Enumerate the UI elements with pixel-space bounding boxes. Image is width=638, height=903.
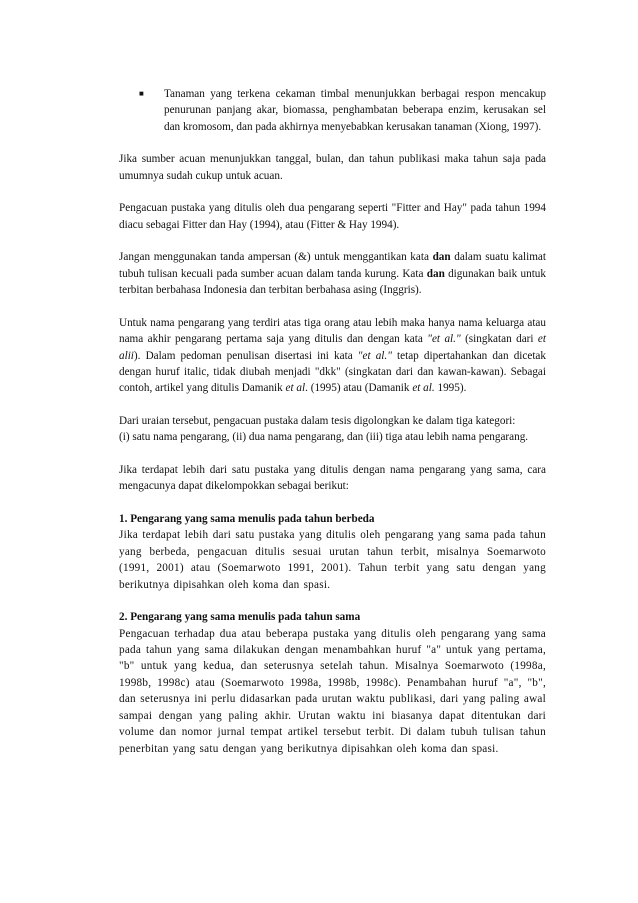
section-same-year	[119, 609, 546, 757]
section-body: Pengacuan terhadap dua atau beberapa pustaka yang ditulis oleh pengarang yang sama pada tahun yang sama dilakukan dengan menambahkan huruf "a" untuk yang pertama, "b" untuk yang kedua, dan seterusnya setelah tahun. Misalnya Soemarwoto (1998a, 1998b, 1998c) atau (Soemarwoto 1998a, 1998b, 1998c). Penambahan huruf "a", "b", dan seterusnya ini perlu didasarkan pada urutan waktu publikasi, dari yang paling awal sampai dengan yang paling akhir. Urutan waktu ini biasanya dapat ditentukan dari volume dan nomor jurnal tempat artikel tersebut terbit. Di dalam tubuh tulisan tahun penerbitan yang satu dengan yang berikutnya dipisahkan oleh koma dan spasi.	[119, 627, 546, 755]
bullet-item	[139, 86, 546, 135]
section-different-year	[119, 511, 546, 593]
paragraph-ampersand: Jangan menggunakan tanda ampersan (&) untuk menggantikan kata dan dalam suatu kalimat tubuh tulisan kecuali pada sumber acuan dalam tanda kurung. Kata dan digunakan baik untuk terbitan berbahasa Indonesia dan terbitan berbahasa asing (Inggris).	[119, 251, 546, 297]
section-heading: 1. Pengarang yang sama menulis pada tahun berbeda	[119, 513, 375, 526]
square-bullet-icon: ■	[139, 89, 144, 98]
paragraph-two-authors: Pengacuan pustaka yang ditulis oleh dua pengarang seperti "Fitter and Hay" pada tahun 1994 diacu sebagai Fitter dan Hay (1994), atau (Fitter & Hay 1994).	[119, 202, 546, 231]
bold-dan: dan	[426, 267, 445, 280]
paragraph-date-citation: Jika sumber acuan menunjukkan tanggal, bulan, dan tahun publikasi maka tahun saja pada umumnya sudah cukup untuk acuan.	[119, 153, 546, 182]
section-body: Jika terdapat lebih dari satu pustaka yang ditulis oleh pengarang yang sama pada tahun yang berbeda, pengacuan ditulis sesuai urutan tahun terbit, misalnya Soemarwoto (1991, 2001) atau (Soemarwoto 1991, 2001). Tahun terbit yang satu dengan yang berikutnya dipisahkan oleh koma dan spasi.	[119, 529, 546, 591]
paragraph-same-author-intro: Jika terdapat lebih dari satu pustaka yang ditulis dengan nama pengarang yang sama, cara mengacunya dapat dikelompokkan sebagai berikut:	[119, 464, 546, 493]
bold-dan: dan	[432, 251, 451, 264]
paragraph-et-al: Untuk nama pengarang yang terdiri atas tiga orang atau lebih maka hanya nama keluarga atau nama akhir pengarang pertama saja yang ditulis dan dengan kata "et al." (singkatan dari et alii). Dalam pedoman penulisan disertasi ini kata "et al." tetap dipertahankan dan dicetak dengan huruf italic, tidak diubah menjadi "dkk" (singkatan dari dan kawan-kawan). Sebagai contoh, artikel yang ditulis Damanik et al. (1995) atau (Damanik et al. 1995).	[119, 316, 546, 395]
paragraph-categories: Dari uraian tersebut, pengacuan pustaka dalam tesis digolongkan ke dalam tiga kategori: (i) satu nama pengarang, (ii) dua nama pengarang, dan (iii) tiga atau lebih nama pengarang.	[119, 415, 529, 444]
section-heading: 2. Pengarang yang sama menulis pada tahun sama	[119, 611, 361, 624]
document-page	[119, 86, 546, 773]
bullet-text: Tanaman yang terkena cekaman timbal menunjukkan berbagai respon mencakup penurunan panjang akar, biomassa, penghambatan beberapa enzim, kerusakan sel dan kromosom, dan pada akhirnya menyebabkan kerusakan tanaman (Xiong, 1997).	[164, 88, 546, 133]
